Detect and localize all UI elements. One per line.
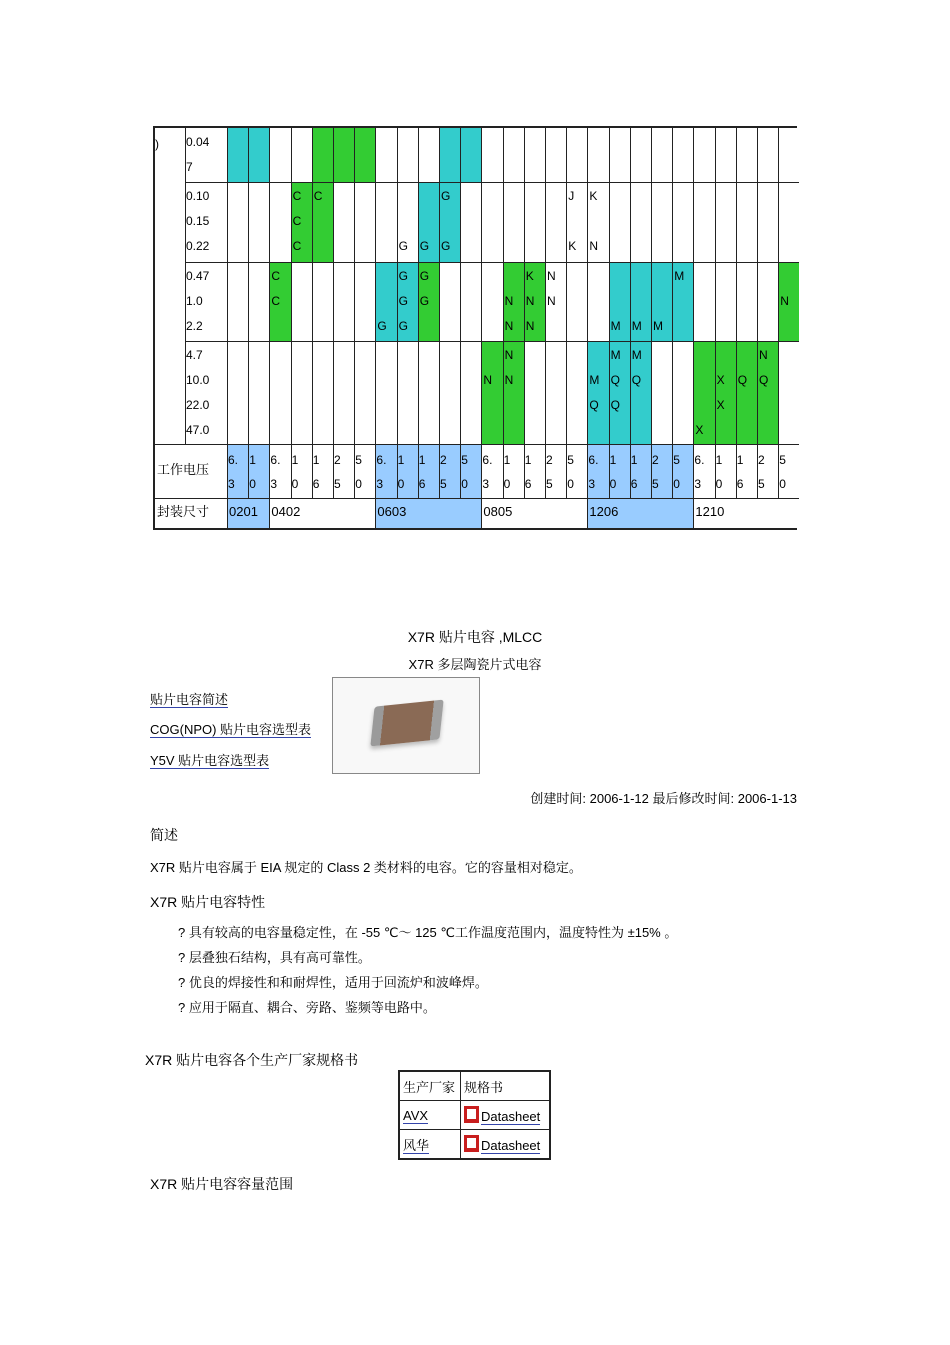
voltage-value: 2	[334, 453, 341, 467]
thickness-code: Q	[737, 373, 748, 387]
grid-cell	[248, 182, 269, 262]
capacitance-label: 0.22	[186, 239, 210, 253]
grid-cell	[248, 341, 269, 444]
grid-cell	[757, 262, 778, 341]
grid-cell	[630, 128, 651, 182]
voltage-value: 3	[376, 477, 384, 491]
thickness-code: M	[631, 319, 642, 333]
bracket-mark: )	[155, 137, 159, 151]
thickness-code: G	[398, 239, 408, 253]
pdf-icon	[464, 1106, 479, 1123]
voltage-value: 1	[249, 453, 256, 467]
grid-cell	[397, 341, 418, 444]
grid-cell	[460, 262, 481, 341]
thickness-code: G	[377, 319, 387, 333]
grid-cell	[460, 182, 481, 262]
package-size: 0603	[377, 504, 407, 519]
grid-cell	[227, 262, 248, 341]
grid-cell	[439, 128, 460, 182]
capacitance-label: 10.0	[186, 373, 210, 387]
voltage-label: 工作电压	[157, 462, 210, 477]
voltage-value: 0	[503, 477, 511, 491]
voltage-value: 6	[524, 477, 532, 491]
feature-item: ? 具有较高的电容量稳定性，在 -55 ℃～ 125 ℃工作温度范围内，温度特性为 ±15% 。	[178, 925, 678, 940]
grid-cell	[227, 182, 248, 262]
capacitance-label: 0.47	[186, 269, 210, 283]
grid-cell	[375, 341, 396, 444]
grid-cell	[291, 262, 312, 341]
grid-cell	[481, 262, 502, 341]
thickness-code: M	[610, 319, 621, 333]
voltage-value: 6	[418, 477, 426, 491]
bracket-column	[155, 128, 185, 444]
page-subtitle: X7R 多层陶瓷片式电容	[408, 657, 542, 672]
voltage-value: 5	[779, 453, 786, 467]
voltage-value: 6	[630, 477, 638, 491]
voltage-value: 6.	[588, 453, 599, 467]
grid-cell	[524, 182, 545, 262]
thickness-code: X	[716, 398, 725, 412]
package-size: 1210	[695, 504, 725, 519]
thickness-code: G	[398, 294, 408, 308]
table-row	[399, 1130, 550, 1160]
thickness-code: G	[419, 239, 430, 253]
grid-cell	[672, 182, 693, 262]
grid-cell	[715, 341, 736, 444]
grid-cell	[757, 128, 778, 182]
thickness-code: N	[483, 373, 493, 387]
thickness-code: K	[568, 239, 577, 253]
voltage-value: 1	[503, 453, 511, 467]
grid-cell	[333, 182, 354, 262]
section-heading-manufacturers: X7R 贴片电容各个生产厂家规格书	[145, 1052, 359, 1068]
thickness-code: N	[504, 294, 514, 308]
thickness-code: G	[419, 269, 430, 283]
grid-cell	[715, 182, 736, 262]
thickness-code: M	[610, 348, 621, 362]
grid-cell	[566, 341, 587, 444]
thickness-code: M	[589, 373, 600, 387]
grid-cell	[651, 128, 672, 182]
grid-cell	[354, 128, 375, 182]
voltage-value: 5	[355, 453, 362, 467]
thickness-code: N	[504, 373, 514, 387]
voltage-value: 0	[291, 477, 299, 491]
grid-cell	[503, 182, 524, 262]
voltage-value: 1	[418, 453, 426, 467]
grid-cell	[312, 128, 333, 182]
voltage-value: 6.	[376, 453, 387, 467]
thickness-code: Q	[759, 373, 769, 387]
feature-item: ? 应用于隔直、耦合、旁路、鉴频等电路中。	[178, 1000, 436, 1015]
thickness-code: N	[525, 319, 535, 333]
grid-cell	[736, 262, 757, 341]
thickness-code: M	[674, 269, 685, 283]
voltage-value: 5	[461, 453, 468, 467]
voltage-value: 1	[609, 453, 617, 467]
grid-cell	[524, 341, 545, 444]
grid-cell	[651, 341, 672, 444]
thickness-code: M	[631, 348, 642, 362]
voltage-value: 6	[736, 477, 744, 491]
voltage-value: 1	[630, 453, 638, 467]
size-label: 封装尺寸	[157, 504, 210, 519]
thickness-code: N	[525, 294, 535, 308]
package-size: 0201	[229, 504, 258, 519]
link-intro[interactable]: 贴片电容简述	[150, 692, 229, 707]
grid-cell	[269, 182, 290, 262]
pdf-icon	[464, 1135, 479, 1152]
thickness-code: Q	[610, 398, 620, 412]
thickness-code: G	[398, 269, 408, 283]
capacitor-selection-grid	[153, 126, 797, 530]
thickness-code: N	[504, 319, 514, 333]
capacitance-label: 47.0	[186, 423, 210, 437]
thickness-code: J	[568, 189, 575, 203]
voltage-value: 2	[758, 453, 765, 467]
voltage-value: 1	[312, 453, 320, 467]
thickness-code: N	[780, 294, 789, 308]
grid-cell	[227, 341, 248, 444]
grid-cell	[672, 341, 693, 444]
voltage-value: 2	[652, 453, 659, 467]
grid-cell	[460, 341, 481, 444]
link-y5v-table[interactable]: Y5V 贴片电容选型表	[150, 753, 270, 768]
thickness-code: C	[271, 269, 281, 283]
voltage-value: 3	[482, 477, 490, 491]
capacitance-label: 0.04	[186, 135, 210, 149]
grid-cell	[375, 182, 396, 262]
grid-cell	[354, 182, 375, 262]
capacitance-label: 22.0	[186, 398, 210, 412]
grid-cell	[248, 262, 269, 341]
grid-cell	[460, 128, 481, 182]
thickness-code: G	[441, 189, 451, 203]
feature-item: ? 优良的焊接性和和耐焊性，适用于回流炉和波峰焊。	[178, 975, 488, 990]
voltage-value: 3	[270, 477, 278, 491]
datasheet-link[interactable]: Datasheet	[461, 1130, 551, 1160]
voltage-value: 5	[652, 477, 659, 491]
thickness-code: G	[441, 239, 451, 253]
voltage-value: 0	[355, 477, 362, 491]
thickness-code: N	[759, 348, 768, 362]
grid-cell	[375, 128, 396, 182]
capacitance-label: 0.10	[186, 189, 210, 203]
grid-cell	[333, 262, 354, 341]
thickness-code: C	[292, 189, 302, 203]
page-title: X7R 贴片电容 ,MLCC	[407, 629, 543, 645]
voltage-value: 3	[588, 477, 596, 491]
grid-cell	[736, 182, 757, 262]
grid-cell	[524, 128, 545, 182]
grid-cell	[693, 262, 714, 341]
voltage-value: 3	[694, 477, 702, 491]
voltage-value: 0	[779, 477, 786, 491]
link-cog-table[interactable]: COG(NPO) 贴片电容选型表	[150, 722, 312, 737]
grid-cell	[439, 341, 460, 444]
thickness-code: M	[653, 319, 663, 333]
grid-cell	[397, 128, 418, 182]
thickness-code: N	[504, 348, 514, 362]
thickness-code: N	[589, 239, 599, 253]
manufacturer-link[interactable]: 风华	[399, 1130, 461, 1160]
column-header: 生产厂家	[399, 1071, 461, 1101]
grid-cell	[672, 128, 693, 182]
thickness-code: X	[716, 373, 725, 387]
voltage-value: 1	[715, 453, 723, 467]
section-heading-range: X7R 贴片电容容量范围	[150, 1176, 294, 1192]
grid-cell	[778, 341, 799, 444]
voltage-value: 5	[567, 453, 574, 467]
thickness-code: K	[589, 189, 598, 203]
voltage-value: 3	[228, 477, 235, 491]
voltage-value: 0	[715, 477, 723, 491]
thickness-code: Q	[631, 373, 642, 387]
voltage-value: 0	[249, 477, 256, 491]
thickness-code: G	[398, 319, 408, 333]
thickness-code: G	[419, 294, 430, 308]
grid-cell	[609, 128, 630, 182]
grid-cell	[269, 341, 290, 444]
voltage-value: 5	[673, 453, 680, 467]
column-header: 规格书	[461, 1071, 551, 1101]
voltage-value: 5	[334, 477, 341, 491]
voltage-value: 6.	[228, 453, 239, 467]
feature-item: ? 层叠独石结构，具有高可靠性。	[178, 950, 371, 965]
grid-cell	[418, 128, 439, 182]
grid-cell	[736, 341, 757, 444]
grid-cell	[587, 341, 608, 444]
grid-cell	[481, 128, 502, 182]
voltage-value: 1	[397, 453, 405, 467]
manufacturer-table	[398, 1070, 551, 1160]
voltage-value: 1	[736, 453, 744, 467]
voltage-value: 0	[567, 477, 574, 491]
thickness-code: C	[292, 239, 302, 253]
grid-cell	[566, 262, 587, 341]
voltage-value: 2	[440, 453, 447, 467]
grid-cell	[354, 262, 375, 341]
grid-cell	[651, 182, 672, 262]
grid-cell	[333, 128, 354, 182]
grid-cell	[693, 182, 714, 262]
capacitance-label: 7	[186, 160, 193, 174]
thickness-code: N	[547, 294, 556, 308]
thickness-code: C	[292, 214, 302, 228]
table-header-row	[399, 1071, 550, 1101]
voltage-value: 1	[524, 453, 532, 467]
thickness-code: Q	[610, 373, 620, 387]
grid-cell	[291, 341, 312, 444]
voltage-value: 2	[546, 453, 553, 467]
grid-cell	[291, 128, 312, 182]
grid-cell	[587, 128, 608, 182]
grid-cell	[693, 128, 714, 182]
voltage-value: 6.	[270, 453, 281, 467]
date-info: 创建时间: 2006-1-12 最后修改时间: 2006-1-13	[530, 791, 797, 806]
voltage-value: 0	[461, 477, 468, 491]
section-heading-intro: 简述	[150, 827, 178, 843]
capacitance-label: 1.0	[186, 294, 203, 308]
table-row	[399, 1101, 550, 1130]
grid-cell	[312, 341, 333, 444]
grid-cell	[503, 128, 524, 182]
grid-cell	[418, 341, 439, 444]
grid-cell	[439, 262, 460, 341]
manufacturer-link[interactable]: AVX	[399, 1101, 461, 1130]
section-heading-features: X7R 贴片电容特性	[150, 894, 266, 910]
package-size: 0805	[483, 504, 513, 519]
grid-cell	[312, 262, 333, 341]
datasheet-link[interactable]: Datasheet	[461, 1101, 551, 1130]
grid-cell	[609, 182, 630, 262]
grid-cell	[354, 341, 375, 444]
voltage-value: 5	[546, 477, 553, 491]
grid-cell	[736, 128, 757, 182]
voltage-value: 6.	[694, 453, 705, 467]
grid-cell	[227, 128, 248, 182]
thickness-code: C	[313, 189, 323, 203]
grid-cell	[545, 128, 566, 182]
voltage-value: 1	[291, 453, 299, 467]
grid-cell	[545, 182, 566, 262]
capacitance-label: 0.15	[186, 214, 210, 228]
grid-cell	[630, 182, 651, 262]
voltage-value: 6	[312, 477, 320, 491]
package-size: 1206	[589, 504, 619, 519]
grid-cell	[715, 262, 736, 341]
thickness-code: C	[271, 294, 281, 308]
grid-cell	[587, 262, 608, 341]
capacitor-photo	[332, 677, 480, 774]
grid-cell	[757, 182, 778, 262]
voltage-value: 0	[609, 477, 617, 491]
grid-cell	[481, 182, 502, 262]
voltage-value: 0	[397, 477, 405, 491]
voltage-value: 6.	[482, 453, 493, 467]
voltage-value: 5	[758, 477, 765, 491]
thickness-code: Q	[589, 398, 599, 412]
capacitance-label: 4.7	[186, 348, 203, 362]
capacitance-label: 2.2	[186, 319, 203, 333]
package-size: 0402	[271, 504, 301, 519]
grid-cell	[778, 128, 799, 182]
grid-cell	[269, 128, 290, 182]
voltage-value: 5	[440, 477, 447, 491]
grid-cell	[778, 182, 799, 262]
grid-cell	[248, 128, 269, 182]
grid-cell	[545, 341, 566, 444]
voltage-value: 0	[673, 477, 680, 491]
grid-cell	[333, 341, 354, 444]
grid-cell	[481, 341, 502, 444]
thickness-code: X	[695, 423, 704, 437]
grid-cell	[566, 128, 587, 182]
grid-cell	[715, 128, 736, 182]
thickness-code: K	[525, 269, 534, 283]
intro-text: X7R 贴片电容属于 EIA 规定的 Class 2 类材料的电容。它的容量相对稳定。	[150, 860, 582, 875]
thickness-code: N	[547, 269, 556, 283]
